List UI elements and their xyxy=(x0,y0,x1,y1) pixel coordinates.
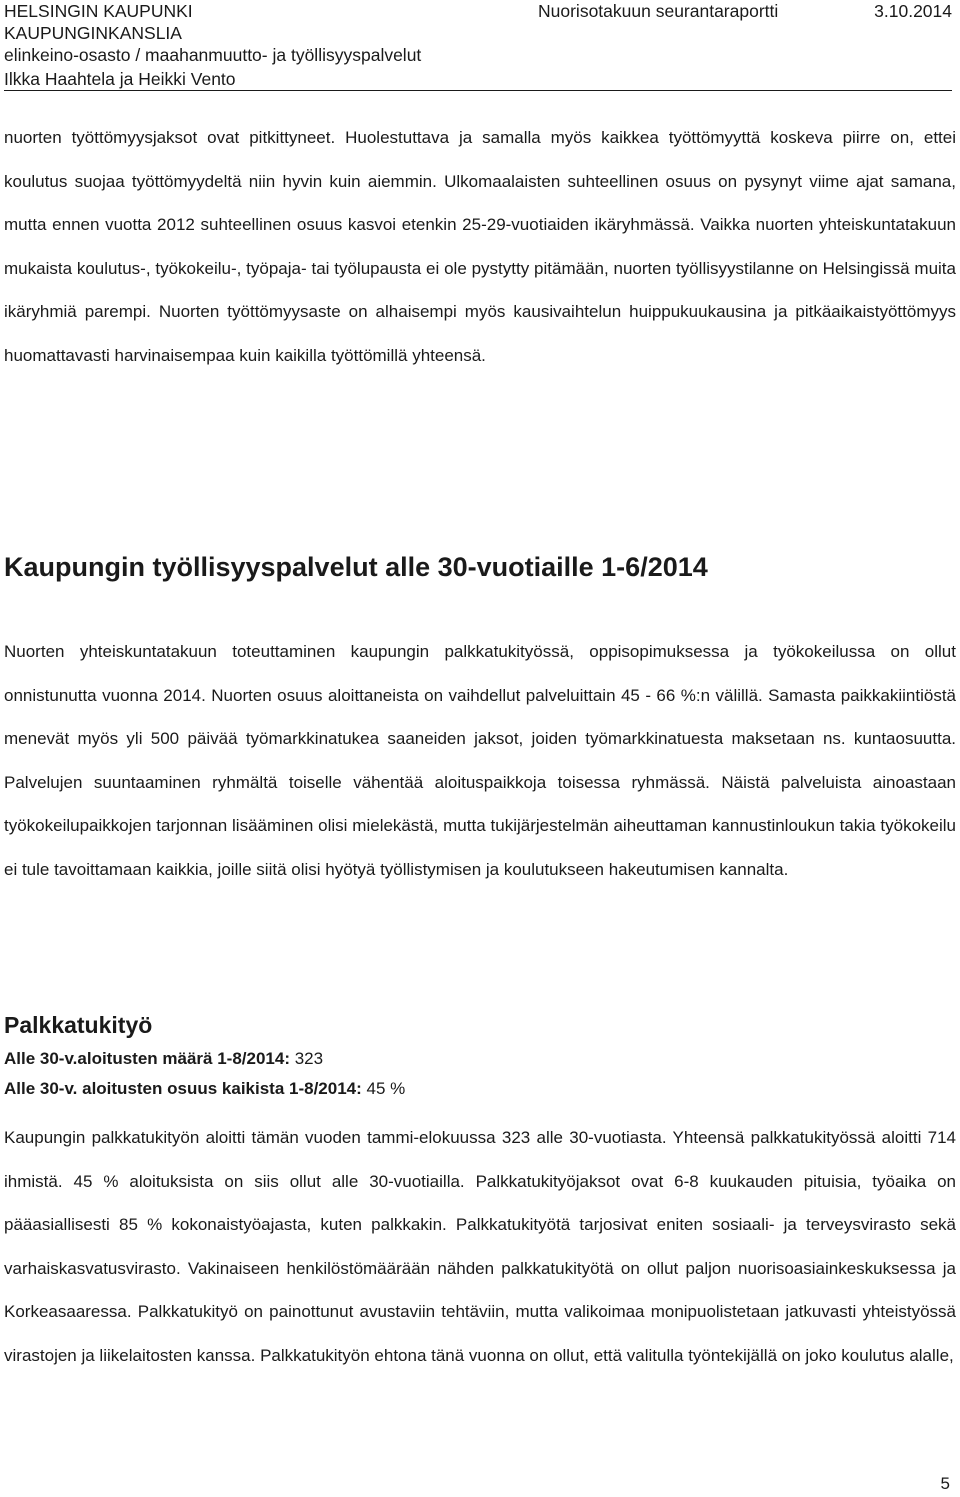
header-divider xyxy=(4,90,952,91)
stat-start-share xyxy=(4,1078,405,1100)
header-authors: Ilkka Haahtela ja Heikki Vento xyxy=(4,69,236,89)
intro-paragraph: nuorten työttömyysjaksot ovat pitkittyneet. Huolestuttava ja samalla myös kaikkea työttömyyttä koskeva piirre on, ettei koulutus suojaa työttömyydeltä niin hyvin kuin aiemmin. Ulkomaalaisten suhteellinen osuus on pysynyt viime ajat samana, mutta ennen vuotta 2012 suhteellinen osuus kasvoi etenkin 25-29-vuotiaiden ikäryhmässä. Vaikka nuorten yhteiskuntatakuun mukaista koulutus-, työkokeilu-, työpaja- tai työlupausta ei ole pystytty pitämään, nuorten työllisyystilanne on Helsingissä muita ikäryhmiä parempi. Nuorten työttömyysaste on alhaisempi myös kausivaihtelun huippukuukausina ja pitkäaikaistyöttömyys huomattavasti harvinaisempaa kuin kaikilla työttömillä yhteensä. xyxy=(4,128,956,365)
header-organization: HELSINGIN KAUPUNKI xyxy=(4,1,193,21)
stat-start-share-label: Alle 30-v. aloitusten osuus kaikista 1-8/2014: xyxy=(4,1079,362,1098)
header-office: KAUPUNGINKANSLIA xyxy=(4,23,182,43)
section-heading: Kaupungin työllisyyspalvelut alle 30-vuotiaille 1-6/2014 xyxy=(4,552,708,582)
subsection-heading: Palkkatukityö xyxy=(4,1012,153,1038)
stat-start-count xyxy=(4,1048,323,1070)
page-number: 5 xyxy=(940,1474,950,1493)
header-department: elinkeino-osasto / maahanmuutto- ja työllisyyspalvelut xyxy=(4,45,422,65)
stat-start-count-value: 323 xyxy=(290,1049,324,1068)
header-date: 3.10.2014 xyxy=(874,1,952,21)
stat-start-count-label: Alle 30-v.aloitusten määrä 1-8/2014: xyxy=(4,1049,290,1068)
section-paragraph: Nuorten yhteiskuntatakuun toteuttaminen kaupungin palkkatukityössä, oppisopimuksessa ja työkokeilussa on ollut onnistunutta vuonna 2014. Nuorten osuus aloittaneista on vaihdellut palveluittain 45 - 66 %:n välillä. Samasta paikkakiintiöstä menevät myös yli 500 päivää työmarkkinatukea saaneiden jaksot, joiden työmarkkinatuesta maksetaan ns. kuntaosuutta. Palvelujen suuntaaminen ryhmältä toiselle vähentää aloituspaikkoja toisessa ryhmässä. Näistä palveluista ainoastaan työkokeilupaikkojen tarjonnan lisääminen olisi mielekästä, mutta tukijärjestelmän aiheuttaman kannustinloukun takia työkokeilu ei tule tavoittamaan kaikkia, joille siitä olisi hyötyä työllistymisen ja koulutukseen hakeutumisen kannalta. xyxy=(4,642,956,879)
stat-start-share-value: 45 % xyxy=(361,1079,406,1098)
subsection-paragraph: Kaupungin palkkatukityön aloitti tämän vuoden tammi-elokuussa 323 alle 30-vuotiasta. Yhteensä palkkatukityössä aloitti 714 ihmistä. 45 % aloituksista on siis ollut alle 30-vuotiailla. Palkkatukityöjaksot ovat 6-8 kuukauden pituisia, työaika on pääasiallisesti 85 % kokonaistyöajasta, kuten palkkakin. Palkkatukityötä tarjosivat eniten sosiaali- ja terveysvirasto sekä varhaiskasvatusvirasto. Vakinaiseen henkilöstömäärään nähden palkkatukityötä on ollut paljon nuorisoasiainkeskuksessa ja Korkeasaaressa. Palkkatukityö on painottunut avustaviin tehtäviin, mutta valikoimaa monipuolistetaan jatkuvasti yhteistyössä virastojen ja liikelaitosten kanssa. Palkkatukityön ehtona tänä vuonna on ollut, että valitulla työntekijällä on joko koulutus alalle, xyxy=(4,1128,956,1365)
header-report-title: Nuorisotakuun seurantaraportti xyxy=(538,1,779,21)
